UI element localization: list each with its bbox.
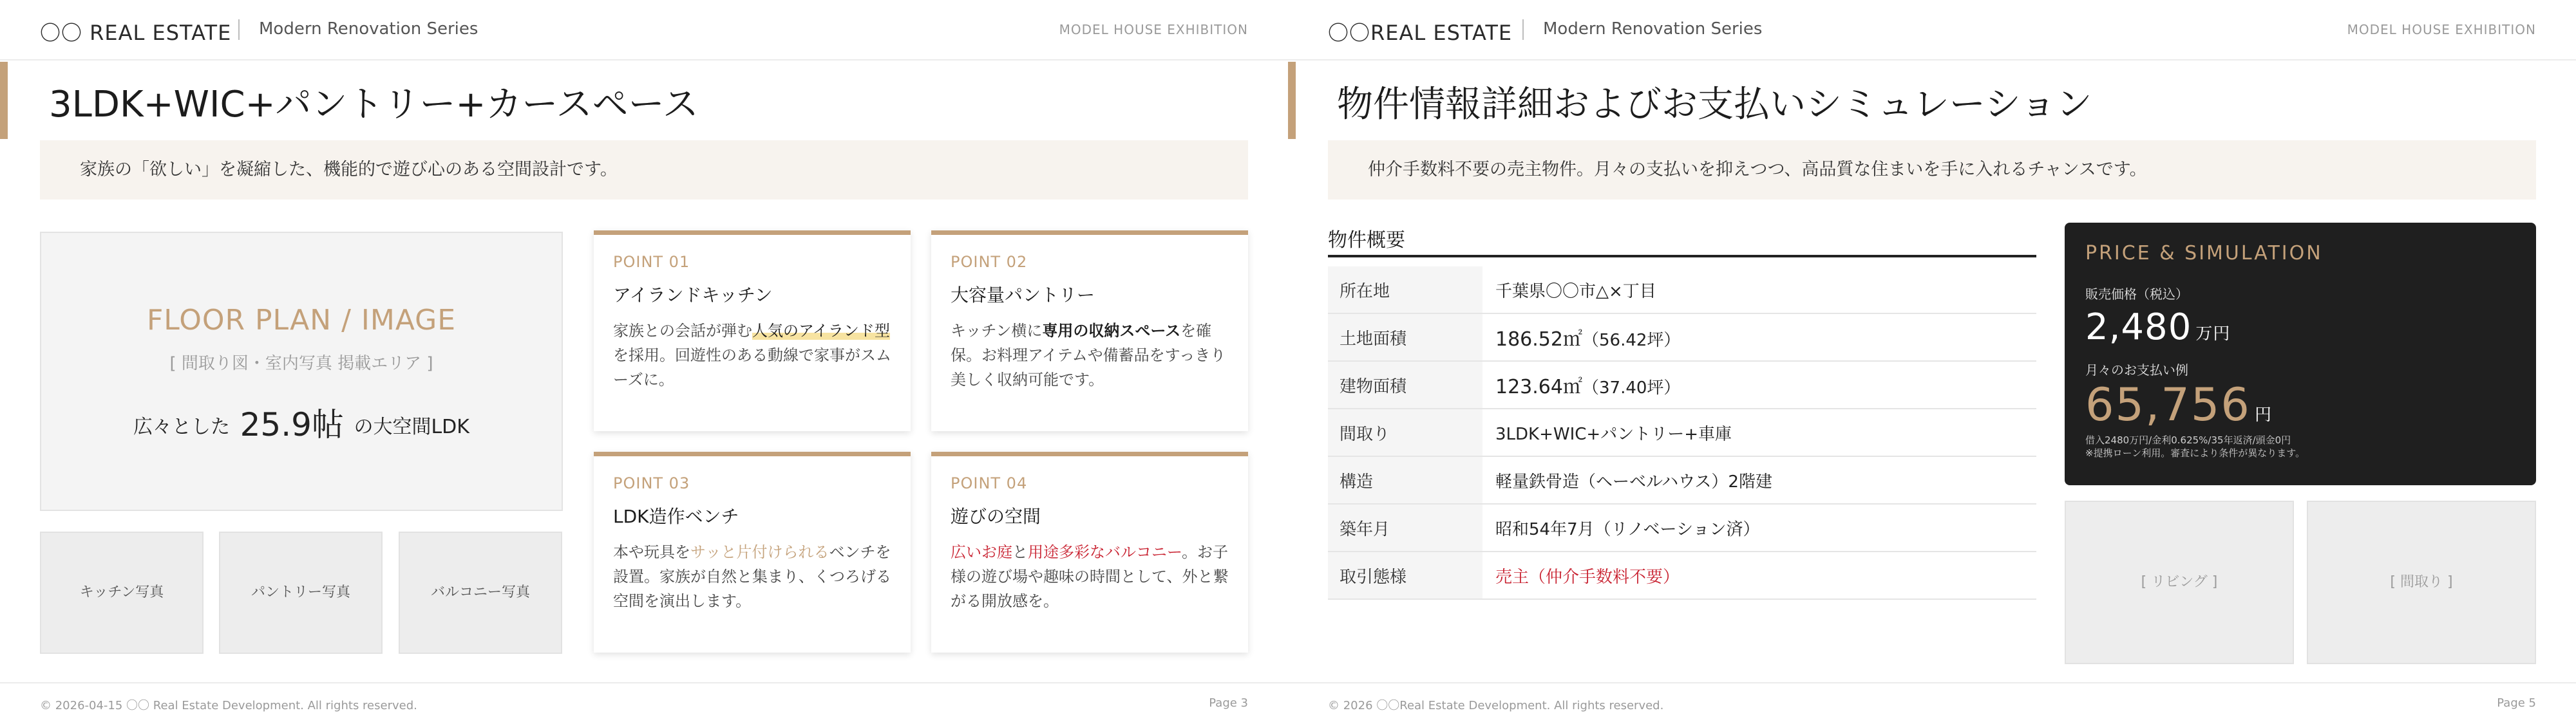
floor-plan-area	[40, 232, 563, 511]
spec-key: 取引態様	[1328, 552, 1482, 599]
spec-key: 建物面積	[1328, 361, 1482, 409]
table-row	[1328, 266, 2036, 313]
ldk-suffix: の大空間LDK	[354, 416, 469, 438]
title-accent-bar	[1288, 62, 1296, 139]
point-body-text: を採用。回遊性のある動線で家事がスムーズに。	[613, 346, 891, 389]
point-label: POINT 02	[951, 253, 1028, 271]
spec-value-main: 186.52㎡	[1495, 328, 1582, 351]
page-title: 物件情報詳細およびお支払いシミュレーション	[1337, 84, 2092, 125]
point-body-emphasis: 広いお庭	[951, 543, 1012, 561]
point-card-2	[931, 230, 1248, 431]
point-card-3	[594, 452, 911, 653]
price-simulation-panel	[2065, 223, 2536, 485]
spec-value-sub: （56.42坪）	[1582, 331, 1681, 350]
floor-plan-subtitle: [ 間取り図・室内写真 掲載エリア ]	[169, 354, 433, 373]
spec-value: 軽量鉄骨造（ヘーベルハウス）2階建	[1482, 456, 2036, 504]
table-row	[1328, 552, 2036, 599]
image-floor-plan: [ 間取り ]	[2307, 501, 2536, 664]
point-title: LDK造作ベンチ	[613, 506, 739, 527]
slide-footer	[0, 682, 1288, 724]
spec-value: 千葉県〇〇市△×丁目	[1482, 266, 2036, 313]
sale-price	[2085, 306, 2515, 348]
point-title: 遊びの空間	[951, 506, 1041, 527]
header-divider	[1522, 19, 1524, 40]
spec-value-sub: （37.40坪）	[1582, 378, 1681, 398]
table-row	[1328, 361, 2036, 409]
point-body-text: 。お子様の遊び場や趣味の時間として、外と繋がる開放感を。	[951, 543, 1229, 610]
title-accent-bar	[0, 62, 8, 139]
header-divider	[238, 19, 240, 40]
ldk-size	[41, 399, 562, 445]
point-body-highlight: 人気のアイランド型	[752, 322, 890, 340]
point-body-text: キッチン横に	[951, 322, 1043, 340]
spec-value-main: 123.64㎡	[1495, 376, 1582, 398]
property-spec-table	[1328, 266, 2036, 600]
slide-footer	[1288, 682, 2576, 724]
sale-price-label: 販売価格（税込）	[2085, 286, 2188, 302]
point-body	[951, 540, 1229, 613]
spec-value	[1482, 313, 2036, 361]
brand-logo: 〇〇 REAL ESTATE	[40, 21, 232, 45]
point-card-1	[594, 230, 911, 431]
point-body-text: 家族との会話が弾む	[613, 322, 752, 340]
slide-header	[0, 0, 1288, 60]
photo-pantry: パントリー写真	[219, 532, 383, 654]
loan-disclaimer: ※提携ローン利用。審査により条件が異なります。	[2085, 447, 2306, 459]
page-number: Page 5	[2497, 696, 2536, 710]
table-row	[1328, 504, 2036, 552]
table-row	[1328, 313, 2036, 361]
point-body	[613, 319, 891, 392]
point-body-text: と	[1012, 543, 1028, 561]
point-body-text: ベンチを設置。家族が自然と集まり、くつろげる空間を演出します。	[613, 543, 891, 610]
loan-note: 借入2480万円/金利0.625%/35年返済/頭金0円	[2085, 434, 2291, 446]
spec-value: 昭和54年7月（リノベーション済）	[1482, 504, 2036, 552]
monthly-payment-value: 65,756	[2085, 378, 2251, 431]
series-name: Modern Renovation Series	[1543, 19, 1763, 39]
lead-text: 家族の「欲しい」を凝縮した、機能的で遊び心のある空間設計です。	[40, 140, 1248, 200]
point-body-text: を確保。お料理アイテムや備蓄品をすっきり美しく収納可能です。	[951, 322, 1226, 389]
photo-balcony: バルコニー写真	[399, 532, 562, 654]
photo-kitchen: キッチン写真	[40, 532, 204, 654]
spec-value	[1482, 361, 2036, 409]
slide-header	[1288, 0, 2576, 60]
copyright: © 2026-04-15 〇〇 Real Estate Development. All rights reserved.	[40, 699, 417, 712]
spec-value-emphasis: 売主（仲介手数料不要）	[1482, 552, 2036, 599]
table-row	[1328, 409, 2036, 456]
monthly-label: 月々のお支払い例	[2085, 362, 2188, 378]
point-body	[613, 540, 891, 613]
ldk-value: 25.9帖	[240, 406, 344, 443]
spec-key: 構造	[1328, 456, 1482, 504]
brand-logo: 〇〇REAL ESTATE	[1328, 21, 1513, 45]
section-title: 物件概要	[1328, 229, 1405, 252]
spec-key: 所在地	[1328, 266, 1482, 313]
exhibition-label: MODEL HOUSE EXHIBITION	[2347, 22, 2536, 37]
copyright: © 2026 〇〇Real Estate Development. All rights reserved.	[1328, 699, 1664, 712]
point-body-emphasis: 専用の収納スペース	[1042, 322, 1181, 340]
sale-price-value: 2,480	[2085, 306, 2192, 348]
point-body-emphasis: サッと片付けられる	[690, 543, 829, 561]
sale-price-unit: 万円	[2195, 324, 2231, 344]
point-title: アイランドキッチン	[613, 284, 773, 306]
monthly-payment	[2085, 378, 2515, 431]
point-label: POINT 03	[613, 474, 690, 492]
table-row	[1328, 456, 2036, 504]
spec-value: 3LDK+WIC+パントリー+車庫	[1482, 409, 2036, 456]
exhibition-label: MODEL HOUSE EXHIBITION	[1059, 22, 1248, 37]
monthly-payment-unit: 円	[2254, 405, 2273, 425]
point-card-4	[931, 452, 1248, 653]
point-body-text: 本や玩具を	[613, 543, 690, 561]
lead-text: 仲介手数料不要の売主物件。月々の支払いを抑えつつ、高品質な住まいを手に入れるチャンスです。	[1328, 140, 2536, 200]
floor-plan-title: FLOOR PLAN / IMAGE	[146, 304, 457, 337]
spec-key: 築年月	[1328, 504, 1482, 552]
point-title: 大容量パントリー	[951, 284, 1095, 306]
page-title: 3LDK+WIC+パントリー+カースペース	[49, 84, 699, 125]
point-label: POINT 04	[951, 474, 1028, 492]
ldk-prefix: 広々とした	[133, 416, 231, 438]
point-body-emphasis: 用途多彩なバルコニー	[1028, 543, 1182, 561]
section-underline	[1328, 255, 2036, 257]
spec-key: 間取り	[1328, 409, 1482, 456]
spec-key: 土地面積	[1328, 313, 1482, 361]
page-number: Page 3	[1209, 696, 1248, 710]
price-heading: PRICE & SIMULATION	[2085, 242, 2323, 265]
point-label: POINT 01	[613, 253, 690, 271]
series-name: Modern Renovation Series	[259, 19, 478, 39]
image-living: [ リビング ]	[2065, 501, 2294, 664]
slide-page-5	[1288, 0, 2576, 724]
point-body	[951, 319, 1229, 392]
